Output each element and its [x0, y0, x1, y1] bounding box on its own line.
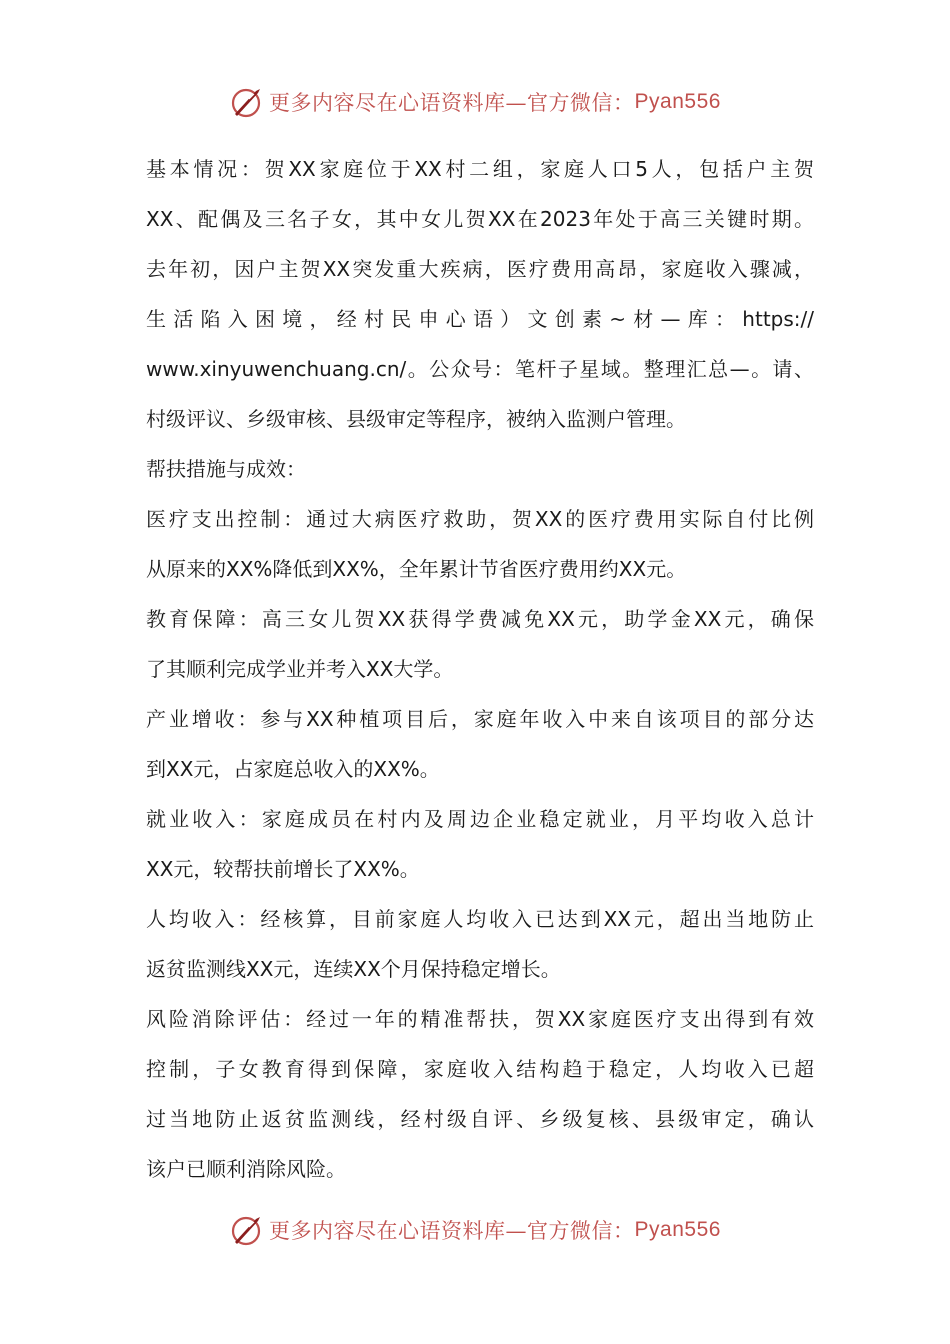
paragraph-line: XX元，较帮扶前增长了XX%。	[146, 857, 420, 881]
section-heading: 帮扶措施与成效：	[146, 457, 306, 481]
paragraph-line: 医疗支出控制：通过大病医疗救助，贺XX的医疗费用实际自付比例	[146, 507, 814, 531]
document-body	[146, 144, 814, 1194]
header-watermark-banner	[0, 80, 950, 124]
paragraph-line: 去年初，因户主贺XX突发重大疾病，医疗费用高昂，家庭收入骤减，	[146, 257, 814, 281]
paragraph-line: XX、配偶及三名子女，其中女儿贺XX在2023年处于高三关键时期。	[146, 207, 814, 231]
paragraph-line: 生活陷入困境，经村民申心语）文创素~材—库：https://	[146, 307, 814, 331]
paragraph-line: 控制，子女教育得到保障，家庭收入结构趋于稳定，人均收入已超	[146, 1057, 814, 1081]
paragraph-line: www.xinyuwenchuang.cn/。公众号：笔杆子星域。整理汇总—。请、	[146, 357, 814, 381]
paragraph-line: 产业增收：参与XX种植项目后，家庭年收入中来自该项目的部分达	[146, 707, 814, 731]
paragraph-line: 人均收入：经核算，目前家庭人均收入已达到XX元，超出当地防止	[146, 907, 814, 931]
paragraph-line: 就业收入：家庭成员在村内及周边企业稳定就业，月平均收入总计	[146, 807, 814, 831]
paragraph-line: 该户已顺利消除风险。	[146, 1157, 346, 1181]
paragraph-line: 风险消除评估：经过一年的精准帮扶，贺XX家庭医疗支出得到有效	[146, 1007, 814, 1031]
banner-text: 更多内容尽在心语资料库—官方微信：	[269, 91, 635, 115]
paragraph-line: 村级评议、乡级审核、县级审定等程序，被纳入监测户管理。	[146, 407, 686, 431]
paragraph-line: 过当地防止返贫监测线，经村级自评、乡级复核、县级审定，确认	[146, 1107, 814, 1131]
paragraph-line: 返贫监测线XX元，连续XX个月保持稳定增长。	[146, 957, 561, 981]
quill-pen-logo-icon	[229, 84, 265, 120]
paragraph-line: 基本情况：贺XX家庭位于XX村二组，家庭人口5人，包括户主贺	[146, 157, 814, 181]
paragraph-line: 教育保障：高三女儿贺XX获得学费减免XX元，助学金XX元，确保	[146, 607, 814, 631]
banner-wechat-id: Pyan556	[634, 90, 721, 113]
banner-text: 更多内容尽在心语资料库—官方微信：	[269, 1219, 635, 1243]
banner-wechat-id: Pyan556	[634, 1218, 721, 1241]
paragraph-line: 到XX元，占家庭总收入的XX%。	[146, 757, 440, 781]
quill-pen-logo-icon	[229, 1212, 265, 1248]
paragraph-line: 从原来的XX%降低到XX%，全年累计节省医疗费用约XX元。	[146, 557, 687, 581]
paragraph-line: 了其顺利完成学业并考入XX大学。	[146, 657, 454, 681]
footer-watermark-banner	[0, 1208, 950, 1252]
